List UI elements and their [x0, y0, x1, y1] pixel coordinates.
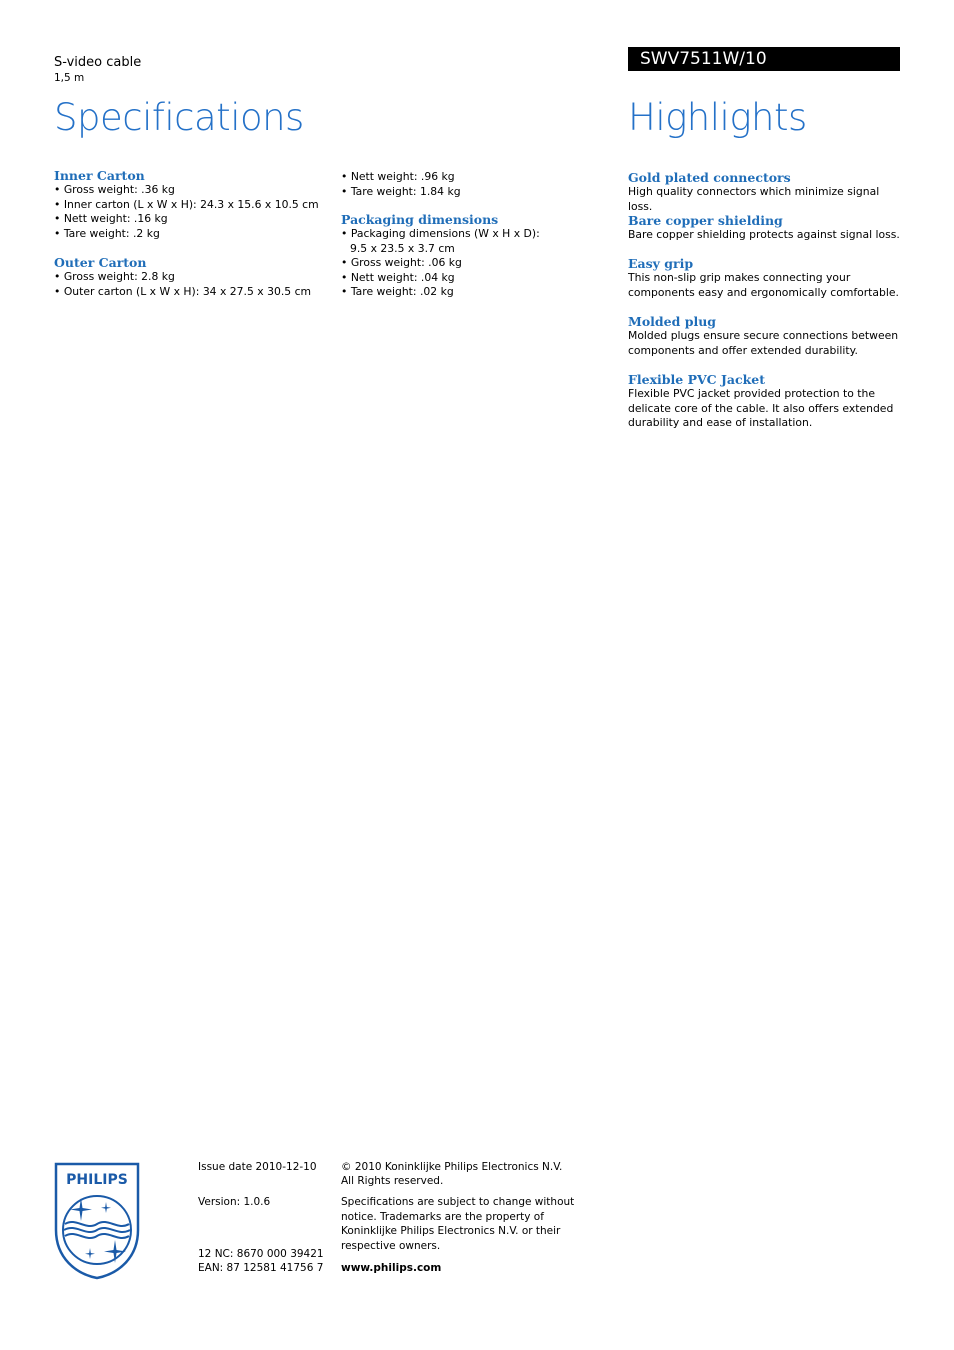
highlight-heading: Gold plated connectors: [628, 170, 791, 185]
issue-date: Issue date 2010-12-10: [198, 1161, 317, 1173]
highlight-heading: Flexible PVC Jacket: [628, 372, 765, 387]
highlights-title: Highlights: [628, 96, 807, 139]
product-name: S-video cable: [54, 55, 142, 70]
version: Version: 1.0.6: [198, 1196, 271, 1208]
spec-item: • Gross weight: 2.8 kg: [54, 270, 329, 285]
spec-item: • Tare weight: .2 kg: [54, 227, 329, 242]
spec-section-inner-carton: [54, 168, 329, 241]
highlight-text: This non-slip grip makes connecting your components easy and ergonomically comfortable.: [628, 271, 899, 299]
highlight-text: Flexible PVC jacket provided protection to the delicate core of the cable. It also offers extended durability and ease of installation.: [628, 387, 894, 429]
spec-section-outer-carton: [54, 255, 329, 299]
spec-item: • Tare weight: .02 kg: [341, 285, 556, 300]
highlight-bare-copper: [628, 213, 903, 243]
nc-number: 12 NC: 8670 000 39421: [198, 1248, 324, 1260]
spec-item: • Inner carton (L x W x H): 24.3 x 15.6 x 10.5 cm: [54, 198, 329, 213]
copyright-line: © 2010 Koninklijke Philips Electronics N.V.: [341, 1161, 563, 1173]
philips-shield-logo: [54, 1162, 140, 1280]
spec-section-packaging: [341, 212, 556, 300]
model-number-bar: SWV7511W/10: [628, 47, 900, 71]
spec-item: • Outer carton (L x W x H): 34 x 27.5 x 30.5 cm: [54, 285, 329, 300]
spec-item: • Nett weight: .96 kg: [341, 170, 556, 185]
product-length: 1,5 m: [54, 72, 85, 84]
highlight-heading: Easy grip: [628, 256, 694, 271]
highlight-heading: Molded plug: [628, 314, 717, 329]
highlight-heading: Bare copper shielding: [628, 213, 783, 228]
spec-item: • Nett weight: .04 kg: [341, 271, 556, 286]
spec-item: • Nett weight: .16 kg: [54, 212, 329, 227]
spec-item: • Gross weight: .06 kg: [341, 256, 556, 271]
ean-number: EAN: 87 12581 41756 7: [198, 1262, 324, 1274]
highlight-pvc-jacket: [628, 372, 903, 431]
logo-wordmark: PHILIPS: [66, 1172, 128, 1188]
legal-notice: Specifications are subject to change without notice. Trademarks are the property of Koninklijke Philips Electronics N.V. or their respective owners.: [341, 1196, 575, 1252]
section-heading: Inner Carton: [54, 168, 145, 183]
spec-item: • Gross weight: .36 kg: [54, 183, 329, 198]
highlight-gold-plated: [628, 170, 903, 214]
highlight-text: High quality connectors which minimize signal loss.: [628, 185, 880, 213]
spec-section-outer-carton-cont: [341, 170, 556, 199]
section-heading: Packaging dimensions: [341, 212, 499, 227]
specifications-title: Specifications: [54, 96, 304, 139]
highlight-molded-plug: [628, 314, 903, 358]
website-link[interactable]: www.philips.com: [341, 1262, 442, 1274]
highlight-text: Bare copper shielding protects against signal loss.: [628, 228, 900, 241]
highlight-easy-grip: [628, 256, 903, 300]
highlight-text: Molded plugs ensure secure connections between components and offer extended durability.: [628, 329, 899, 357]
section-heading: Outer Carton: [54, 255, 147, 270]
rights-line: All Rights reserved.: [341, 1175, 444, 1187]
spec-item: • Tare weight: 1.84 kg: [341, 185, 556, 200]
spec-item: • Packaging dimensions (W x H x D): 9.5 x 23.5 x 3.7 cm: [341, 227, 556, 256]
